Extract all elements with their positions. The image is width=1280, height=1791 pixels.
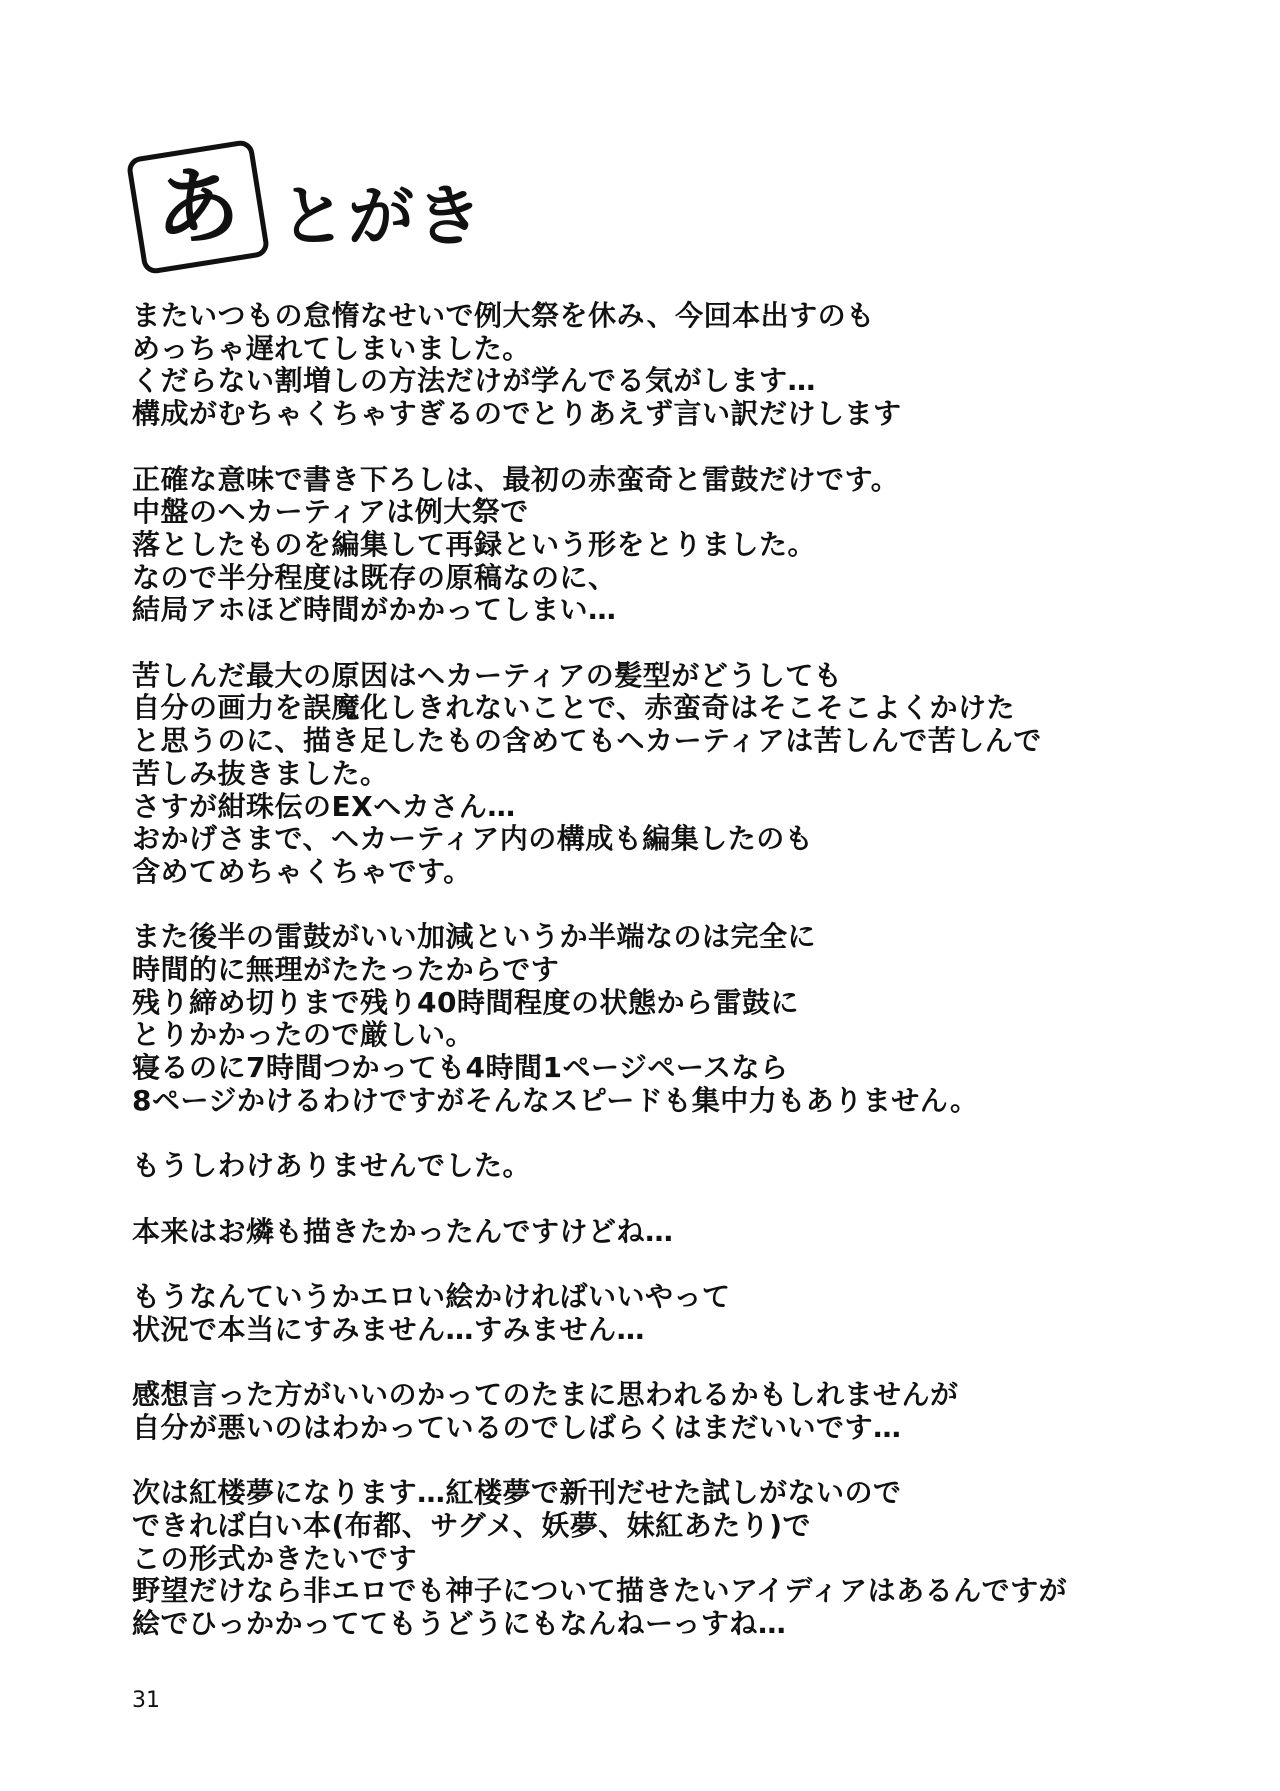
text-line: 次は紅楼夢になります…紅楼夢で新刊だせた試しがないので <box>132 1476 902 1510</box>
text-line: また後半の雷鼓がいい加減というか半端なのは完全に <box>132 920 817 954</box>
text-line: おかげさまで、ヘカーティア内の構成も編集したのも <box>132 822 814 856</box>
paragraph <box>132 660 1192 889</box>
text-line: またいつもの怠惰なせいで例大祭を休み、今回本出すのも <box>132 299 875 332</box>
text-line: 野望だけなら非エロでも神子について描きたいアイディアはあるんですが <box>132 1574 1068 1608</box>
afterword-body <box>132 300 1192 1641</box>
text-line: できれば白い本(布都、サグメ、妖夢、妹紅あたり)で <box>132 1508 812 1542</box>
text-line: 残り締め切りまで残り40時間程度の状態から雷鼓に <box>132 985 799 1019</box>
text-line: もうなんていうかエロい絵かければいいやって <box>132 1280 731 1313</box>
text-line: と思うのに、描き足したもの含めてもヘカーティアは苦しんで苦しんで <box>132 724 1042 758</box>
text-line: 落としたものを編集して再録という形をとりました。 <box>132 527 817 561</box>
paragraph <box>132 921 1192 1117</box>
text-line: 自分が悪いのはわかっているのでしばらくはまだいいです… <box>132 1410 902 1444</box>
paragraph <box>132 1281 1192 1346</box>
text-line: 時間的に無理がたたったからです <box>132 953 560 987</box>
text-line: この形式かきたいです <box>132 1541 418 1575</box>
text-line: なので半分程度は既存の原稿なのに、 <box>132 560 617 594</box>
text-line: 苦しんだ最大の原因はヘカーティアの髪型がどうしても <box>132 658 843 692</box>
paragraph <box>132 300 1192 431</box>
text-line: 構成がむちゃくちゃすぎるのでとりあえず言い訳だけします <box>132 397 902 431</box>
page-number: 31 <box>132 1688 160 1713</box>
text-line: 含めてめちゃくちゃです。 <box>132 854 472 888</box>
text-line: 絵でひっかかっててもうどうにもなんねーっすね… <box>132 1607 787 1640</box>
text-line: 中盤のヘカーティアは例大祭で <box>132 495 529 529</box>
text-line: めっちゃ遅れてしまいました。 <box>132 331 531 365</box>
afterword-heading <box>130 140 530 280</box>
text-line: 正確な意味で書き下ろしは、最初の赤蛮奇と雷鼓だけです。 <box>132 462 900 496</box>
text-line: さすが紺珠伝のEXヘカさん… <box>132 789 516 823</box>
paragraph <box>132 464 1192 628</box>
text-line: 自分の画力を誤魔化しきれないことで、赤蛮奇はそこそこよくかけた <box>132 691 1015 725</box>
paragraph <box>132 1216 1192 1249</box>
paragraph <box>132 1477 1192 1641</box>
text-line: 苦しみ抜きました。 <box>132 756 389 790</box>
text-line: くだらない割増しの方法だけが学んでる気がします… <box>132 364 817 398</box>
text-line: 本来はお燐も描きたかったんですけどね… <box>132 1214 674 1248</box>
heading-text: とがき <box>280 178 484 255</box>
text-line: 寝るのに7時間つかっても4時間1ページペースなら <box>132 1051 789 1085</box>
paragraph <box>132 1379 1192 1444</box>
paragraph <box>132 1150 1192 1183</box>
text-line: 結局アホほど時間がかかってしまい… <box>132 593 617 627</box>
text-line: 感想言った方がいいのかってのたまに思われるかもしれませんが <box>132 1378 959 1412</box>
heading-boxed-character: あ <box>155 158 240 256</box>
heading-boxed-frame <box>126 139 271 276</box>
text-line: 8ページかけるわけですがそんなスピードも集中力もありません。 <box>132 1083 979 1117</box>
text-line: もうしわけありませんでした。 <box>132 1149 532 1183</box>
text-line: 状況で本当にすみません…すみません… <box>132 1312 646 1346</box>
text-line: とりかかったので厳しい。 <box>132 1018 475 1052</box>
